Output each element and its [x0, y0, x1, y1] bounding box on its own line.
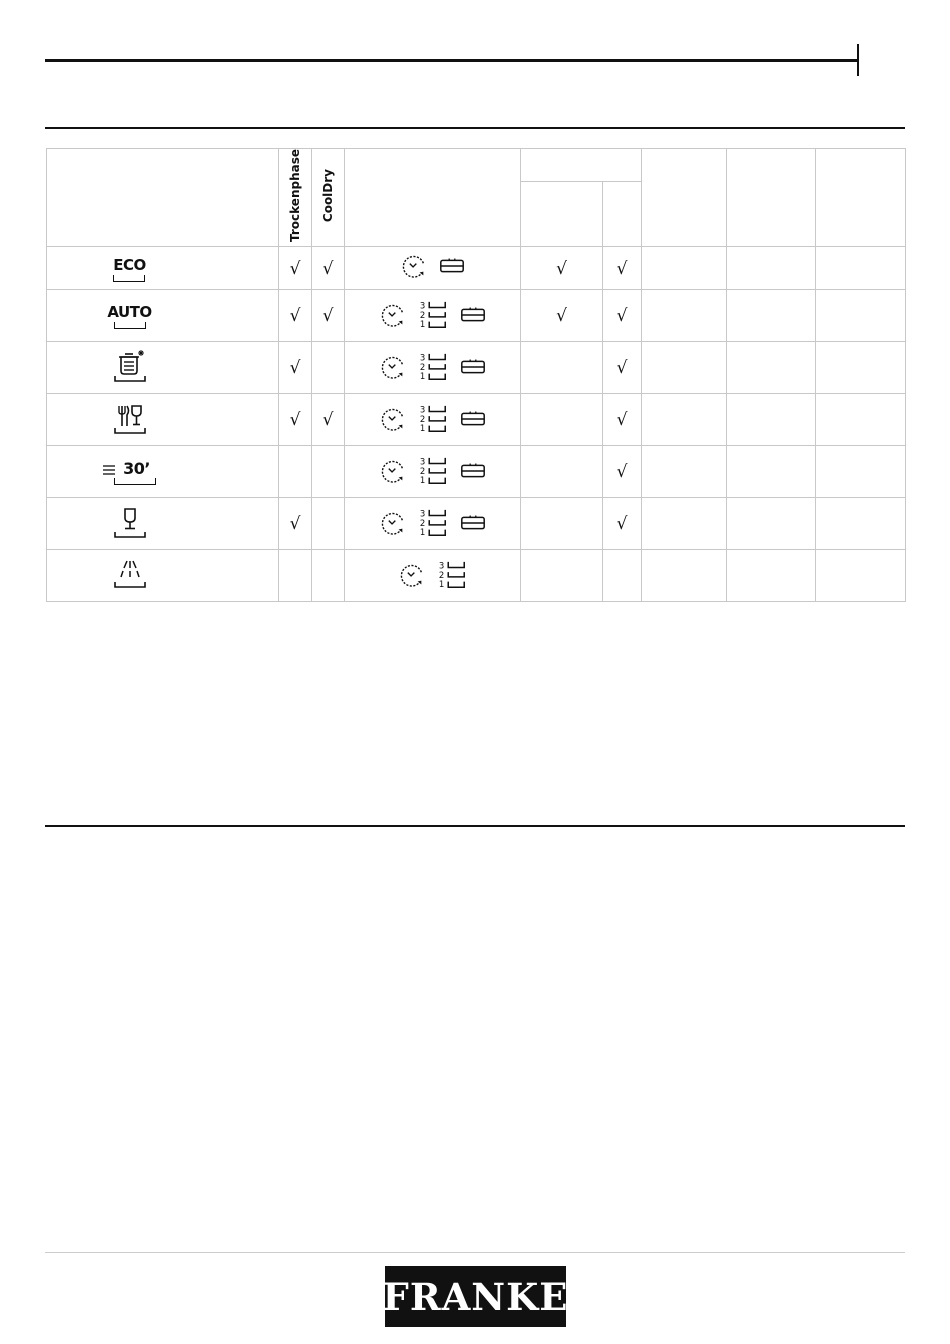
- header-cooldry: CoolDry: [312, 149, 345, 247]
- header-col8: [727, 149, 816, 247]
- tablet-icon: [438, 256, 466, 276]
- program-mixed: [47, 394, 279, 446]
- table-row: [47, 342, 906, 394]
- check-mark: √: [289, 258, 301, 279]
- delay-start-icon: [379, 301, 407, 329]
- program-eco: [47, 247, 279, 290]
- program-auto: [47, 290, 279, 342]
- tablet-icon: [459, 409, 487, 429]
- check-mark: √: [616, 410, 628, 430]
- tablet-icon: [459, 357, 487, 377]
- check-mark: √: [616, 514, 628, 534]
- delay-start-icon: [400, 252, 428, 280]
- prewash-spray-icon: [113, 557, 147, 591]
- delay-start-icon: [379, 353, 407, 381]
- check-mark: √: [616, 462, 628, 482]
- glass-program-icon: [113, 505, 147, 539]
- delay-start-icon: [379, 509, 407, 537]
- table-row: [47, 550, 906, 602]
- check-mark: √: [322, 306, 334, 326]
- table-row: [47, 394, 906, 446]
- table-row: [47, 247, 906, 290]
- tablet-icon: [459, 513, 487, 533]
- program-table: [46, 148, 906, 602]
- mixed-cutlery-glass-icon: [113, 401, 147, 435]
- check-mark: √: [616, 306, 628, 326]
- program-30min: [47, 446, 279, 498]
- check-mark: √: [556, 306, 567, 326]
- basket-selection-icon: [436, 559, 468, 591]
- section-rule-1: [45, 127, 905, 129]
- header-col6: [603, 182, 642, 247]
- check-mark: √: [289, 306, 301, 326]
- delay-start-icon: [398, 561, 426, 589]
- check-mark: √: [289, 358, 301, 378]
- basket-selection-icon: [417, 299, 449, 331]
- delay-start-icon: [379, 405, 407, 433]
- check-mark: √: [289, 410, 301, 430]
- program-prewash: [47, 550, 279, 602]
- basket-selection-icon: [417, 455, 449, 487]
- table-row: [47, 498, 906, 550]
- top-rule: [45, 59, 858, 62]
- header-options: [345, 149, 521, 247]
- header-program: [47, 149, 279, 247]
- tablet-icon: [459, 461, 487, 481]
- check-mark: √: [322, 258, 334, 279]
- program-glass: [47, 498, 279, 550]
- header-col7: [642, 149, 727, 247]
- check-mark: √: [616, 258, 628, 279]
- table-row: [47, 290, 906, 342]
- header-group: [521, 149, 642, 182]
- intensive-pot-icon: [113, 349, 147, 383]
- tablet-icon: [459, 305, 487, 325]
- page-corner-mark: [857, 44, 859, 76]
- footer-rule: [45, 1252, 905, 1253]
- quick-30-program-icon: 30’: [104, 461, 156, 485]
- header-col5: [521, 182, 603, 247]
- header-trockenphase: Trockenphase: [279, 149, 312, 247]
- check-mark: √: [289, 514, 301, 534]
- check-mark: √: [322, 410, 334, 430]
- basket-selection-icon: [417, 403, 449, 435]
- check-mark: √: [616, 358, 628, 378]
- eco-program-icon: ECO: [113, 258, 146, 282]
- basket-selection-icon: [417, 351, 449, 383]
- table-row: [47, 446, 906, 498]
- delay-start-icon: [379, 457, 407, 485]
- franke-logo: FRANKE: [385, 1266, 566, 1327]
- section-rule-2: [45, 825, 905, 827]
- basket-selection-icon: [417, 507, 449, 539]
- header-col9: [816, 149, 906, 247]
- program-intensive: [47, 342, 279, 394]
- check-mark: √: [556, 258, 567, 279]
- auto-program-icon: AUTO: [107, 305, 151, 329]
